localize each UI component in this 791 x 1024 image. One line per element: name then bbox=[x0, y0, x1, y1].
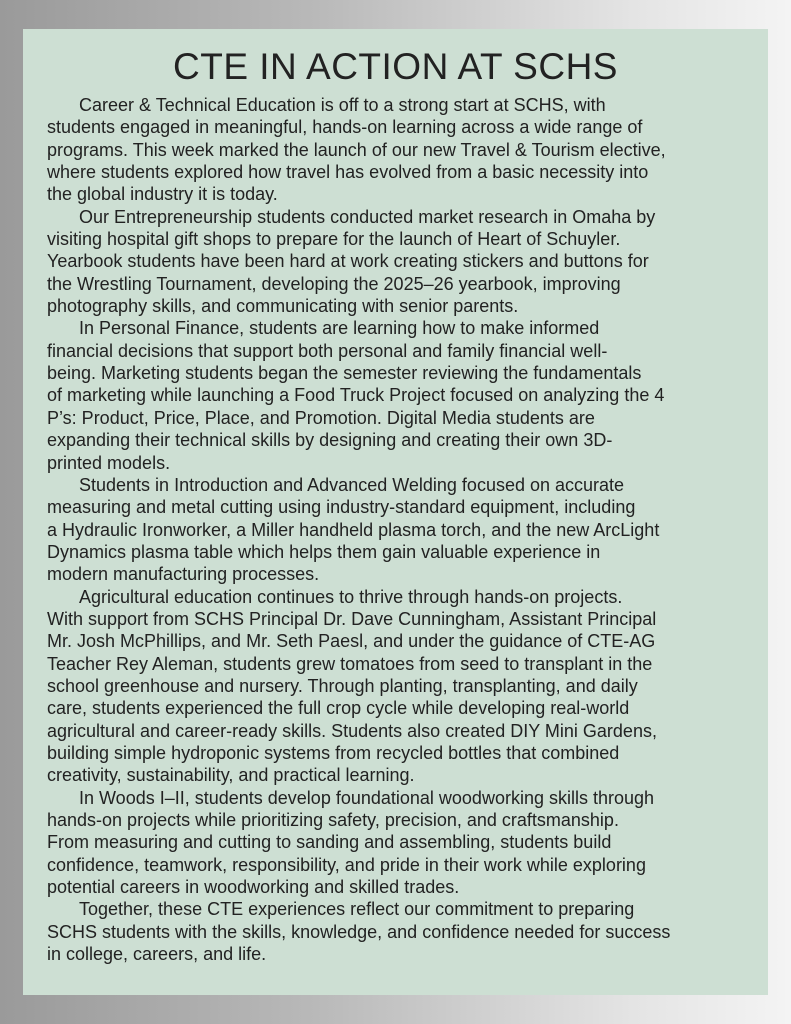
paragraph-line: being. Marketing students began the semester reviewing the fundamentals bbox=[47, 363, 642, 384]
paragraph-line: students engaged in meaningful, hands-on learning across a wide range of bbox=[47, 117, 643, 138]
paragraph-line: Our Entrepreneurship students conducted market research in Omaha by bbox=[79, 206, 656, 227]
paragraph-line: in college, careers, and life. bbox=[47, 944, 267, 965]
paragraph-line: measuring and metal cutting using industry-standard equipment, including bbox=[47, 497, 636, 518]
paragraph-line: of marketing while launching a Food Truck Project focused on analyzing the 4 bbox=[47, 385, 665, 406]
paragraph-line: creativity, sustainability, and practical learning. bbox=[47, 765, 415, 786]
paragraph-line: potential careers in woodworking and skilled trades. bbox=[47, 877, 460, 898]
paragraph-line: financial decisions that support both personal and family financial well- bbox=[47, 340, 608, 361]
paragraph-line: Dynamics plasma table which helps them gain valuable experience in bbox=[47, 541, 601, 562]
paragraph-line: From measuring and cutting to sanding and assembling, students build bbox=[47, 832, 612, 853]
paragraph-line: In Woods I–II, students develop foundational woodworking skills through bbox=[79, 787, 655, 808]
paragraph-line: Agricultural education continues to thrive through hands-on projects. bbox=[79, 586, 623, 607]
paragraph-line: Together, these CTE experiences reflect our commitment to preparing bbox=[79, 899, 635, 920]
paragraph-line: Yearbook students have been hard at work creating stickers and buttons for bbox=[47, 251, 649, 272]
paragraph-line: visiting hospital gift shops to prepare for the launch of Heart of Schuyler. bbox=[47, 229, 621, 250]
paragraph-line: agricultural and career-ready skills. Students also created DIY Mini Gardens, bbox=[47, 720, 657, 741]
paragraph bbox=[47, 474, 772, 586]
paragraph bbox=[47, 787, 772, 899]
paragraph bbox=[47, 586, 772, 787]
paragraph-line: modern manufacturing processes. bbox=[47, 564, 320, 585]
article-title: CTE IN ACTION AT SCHS bbox=[173, 46, 618, 87]
paragraph-line: P’s: Product, Price, Place, and Promotion. Digital Media students are bbox=[47, 407, 595, 428]
paragraph-line: Career & Technical Education is off to a strong start at SCHS, with bbox=[79, 95, 606, 115]
paragraph bbox=[47, 898, 772, 965]
paragraph-line: In Personal Finance, students are learning how to make informed bbox=[79, 318, 600, 339]
paragraph-line: confidence, teamwork, responsibility, and pride in their work while exploring bbox=[47, 854, 646, 875]
paragraph-line: hands-on projects while prioritizing safety, precision, and craftsmanship. bbox=[47, 810, 619, 830]
paragraph-line: expanding their technical skills by designing and creating their own 3D- bbox=[47, 430, 613, 451]
paragraph-line: printed models. bbox=[47, 452, 171, 473]
paragraph-line: building simple hydroponic systems from recycled bottles that combined bbox=[47, 742, 620, 763]
paragraph-line: school greenhouse and nursery. Through planting, transplanting, and daily bbox=[47, 675, 638, 696]
paragraph bbox=[47, 317, 772, 473]
paragraph-line: where students explored how travel has evolved from a basic necessity into bbox=[47, 162, 649, 183]
paragraph bbox=[47, 94, 772, 206]
article-body bbox=[47, 94, 772, 965]
paragraph bbox=[47, 206, 772, 318]
paragraph-line: programs. This week marked the launch of our new Travel & Tourism elective, bbox=[47, 139, 666, 160]
paragraph-line: photography skills, and communicating with senior parents. bbox=[47, 296, 519, 317]
paragraph-line: a Hydraulic Ironworker, a Miller handheld plasma torch, and the new ArcLight bbox=[47, 519, 660, 540]
paragraph-line: Teacher Rey Aleman, students grew tomatoes from seed to transplant in the bbox=[47, 653, 653, 674]
paragraph-line: Mr. Josh McPhillips, and Mr. Seth Paesl, and under the guidance of CTE-AG bbox=[47, 631, 656, 652]
article-panel bbox=[23, 29, 768, 995]
paragraph-line: With support from SCHS Principal Dr. Dave Cunningham, Assistant Principal bbox=[47, 608, 657, 629]
paragraph-line: the global industry it is today. bbox=[47, 184, 278, 205]
paragraph-line: Students in Introduction and Advanced Welding focused on accurate bbox=[79, 474, 625, 495]
paragraph-line: SCHS students with the skills, knowledge, and confidence needed for success bbox=[47, 921, 671, 942]
paragraph-line: care, students experienced the full crop cycle while developing real-world bbox=[47, 698, 630, 719]
paragraph-line: the Wrestling Tournament, developing the 2025–26 yearbook, improving bbox=[47, 273, 621, 294]
